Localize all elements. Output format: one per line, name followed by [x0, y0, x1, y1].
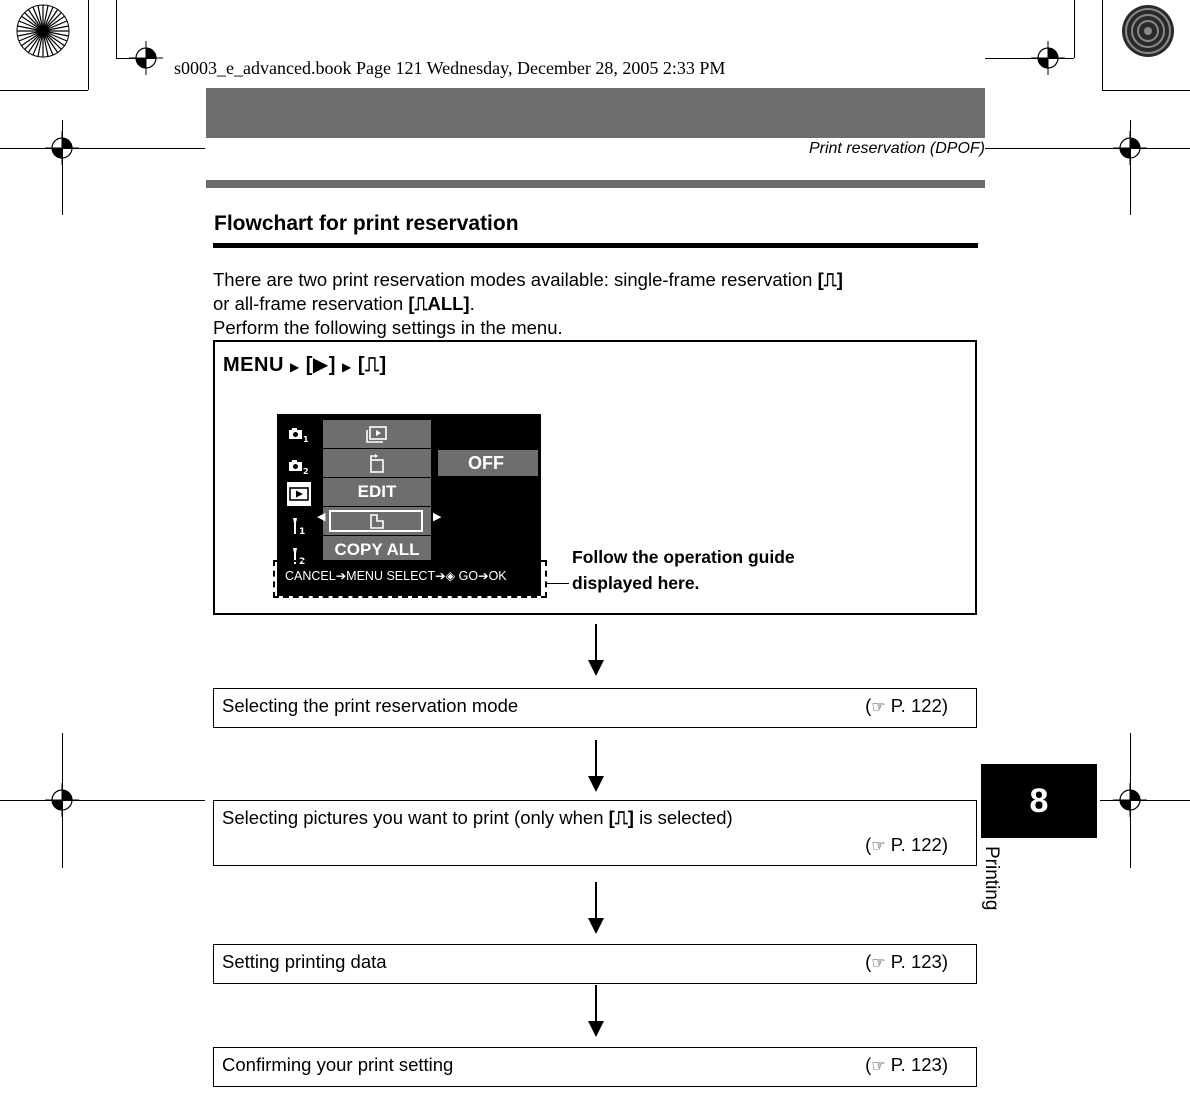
step-label: Selecting the print reservation mode: [222, 695, 519, 716]
single-frame-symbol: [⎍]: [817, 269, 843, 290]
print-order-symbol: [⎍]: [357, 354, 387, 376]
registration-sunburst-left: [16, 4, 70, 58]
chapter-label: Printing: [981, 846, 1002, 911]
lcd-item-rotate[interactable]: [323, 449, 431, 477]
intro-line2: or all-frame reservation: [213, 293, 404, 314]
page-reference: (☞ P. 123): [865, 1054, 948, 1075]
lcd-item-slideshow[interactable]: [323, 420, 431, 448]
lcd-item-edit[interactable]: EDIT: [357, 482, 397, 501]
page-heading: Flowchart for print reservation: [214, 212, 519, 235]
svg-text:1: 1: [299, 527, 306, 537]
step-label: Setting printing data: [222, 951, 387, 972]
header-rule: [206, 180, 985, 188]
lcd-left-arrow-icon: ◀: [317, 511, 326, 523]
crosshair-icon: [1031, 41, 1065, 75]
flow-arrow-icon: [586, 624, 606, 676]
page-reference: (☞ P. 122): [865, 695, 948, 716]
registration-target-right: [1121, 4, 1175, 58]
setup1-icon: [287, 514, 311, 538]
menu-path-box: [213, 340, 977, 615]
camera2-icon: [287, 454, 311, 478]
chapter-number-tab: 8: [981, 764, 1097, 838]
lcd-item-copy-all[interactable]: COPY ALL: [334, 540, 420, 559]
playback-tab-icon: [287, 482, 311, 506]
flow-arrow-icon: [586, 740, 606, 792]
flow-arrow-icon: [586, 985, 606, 1037]
intro-line3: Perform the following settings in the menu.: [213, 317, 563, 338]
step-printing-data: [213, 944, 977, 984]
operation-guide-callout: Follow the operation guide displayed here.: [572, 547, 795, 593]
reference-hand-icon: ☞: [871, 1058, 886, 1075]
menu-path: MENU ▶ [▶] ▶ [⎍]: [223, 354, 387, 376]
crosshair-icon: [1113, 783, 1147, 817]
step-select-mode: [213, 688, 977, 728]
step-confirm-setting: [213, 1047, 977, 1087]
arrow-right-icon: ▶: [342, 360, 352, 374]
step-label: Confirming your print setting: [222, 1054, 454, 1075]
all-frame-symbol: [⎍ALL]: [408, 293, 470, 314]
crosshair-icon: [45, 131, 79, 165]
step-select-pictures: [213, 800, 977, 866]
svg-text:1: 1: [303, 435, 309, 444]
header-band: [206, 88, 985, 138]
reference-hand-icon: ☞: [871, 955, 886, 972]
heading-underline: [213, 243, 978, 248]
single-frame-symbol: [⎍]: [608, 807, 634, 828]
intro-line1: There are two print reservation modes available: single-frame reservation: [213, 269, 813, 290]
section-title: Print reservation (DPOF): [808, 140, 985, 157]
page-reference: (☞ P. 123): [865, 951, 948, 972]
page-reference: (☞ P. 122): [865, 834, 948, 855]
lcd-submenu-value: OFF: [438, 450, 538, 476]
svg-text:2: 2: [299, 557, 306, 567]
lcd-item-print-order[interactable]: [323, 507, 431, 535]
playback-menu-symbol: [▶]: [305, 354, 336, 376]
intro-paragraph: There are two print reservation modes available: single-frame reservation [⎍] or all-frame reservation [⎍ALL]. Perform the following settings in the menu.: [213, 269, 843, 338]
reference-hand-icon: ☞: [871, 699, 886, 716]
step-label: Selecting pictures you want to print (only when [⎍] is selected): [222, 807, 733, 828]
crosshair-icon: [45, 783, 79, 817]
svg-text:2: 2: [303, 467, 309, 476]
callout-leader: [547, 583, 569, 584]
lcd-operation-guide: CANCEL➔MENU SELECT➔◈ GO➔OK: [285, 569, 507, 583]
lcd-right-arrow-icon: ▶: [433, 511, 442, 523]
reference-hand-icon: ☞: [871, 838, 886, 855]
arrow-right-icon: ▶: [289, 360, 300, 374]
guide-highlight: [273, 560, 547, 598]
lcd-menu-column: [323, 420, 431, 560]
camera1-icon: [287, 422, 311, 446]
crosshair-icon: [129, 41, 163, 75]
crosshair-icon: [1113, 131, 1147, 165]
flow-arrow-icon: [586, 882, 606, 934]
book-header-line: s0003_e_advanced.book Page 121 Wednesday, December 28, 2005 2:33 PM: [174, 58, 726, 78]
